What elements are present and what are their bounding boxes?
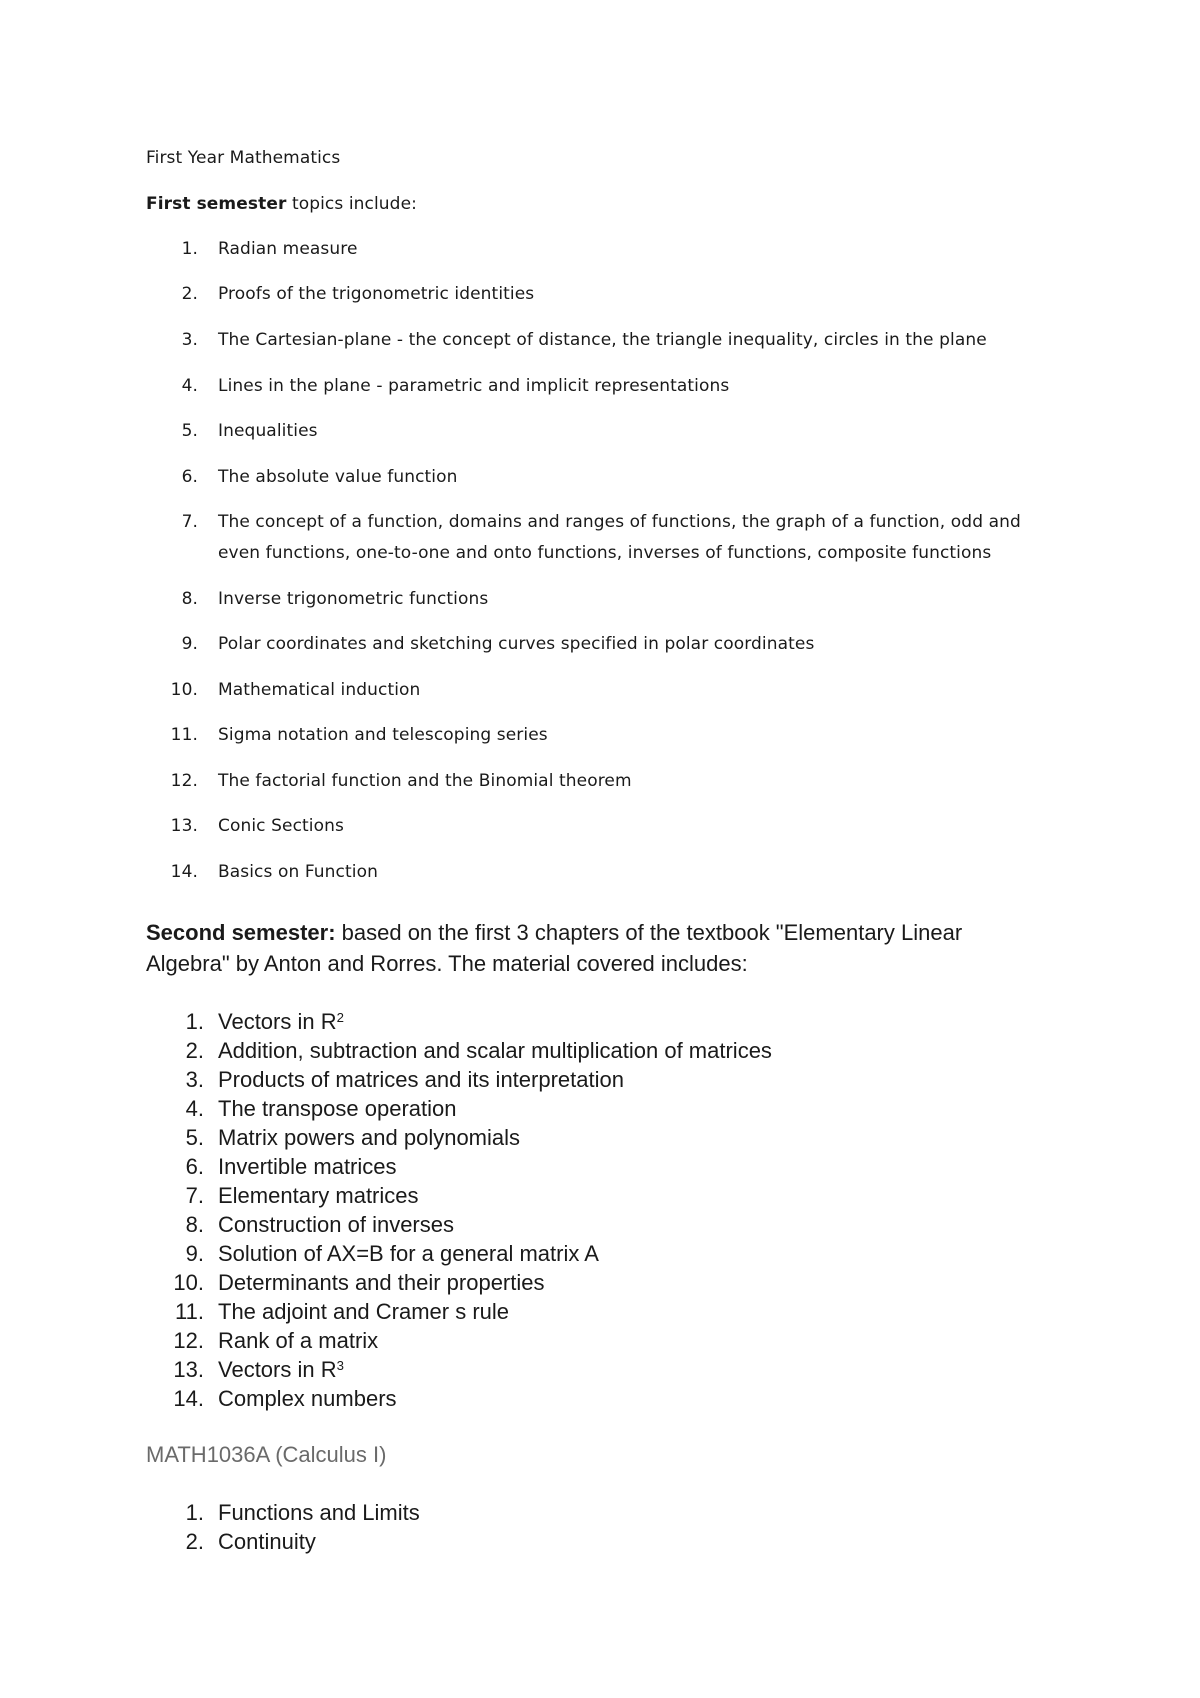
list-item-number: 2. <box>185 1038 204 1063</box>
second-semester-intro-line2: Algebra" by Anton and Rorres. The material covered includes: <box>146 951 748 976</box>
list-item-text: Radian measure <box>218 239 358 259</box>
list-item-number: 7. <box>181 512 198 532</box>
list-item-number: 5. <box>181 421 198 441</box>
list-item-text: Products of matrices and its interpretation <box>218 1067 624 1092</box>
list-item-text: The concept of a function, domains and ranges of functions, the graph of a function, odd and <box>218 512 1021 532</box>
list-item-text: Polar coordinates and sketching curves specified in polar coordinates <box>218 634 815 654</box>
list-item-text: Basics on Function <box>218 862 378 882</box>
list-item-text: Determinants and their properties <box>218 1270 545 1295</box>
list-item-number: 6. <box>185 1154 204 1179</box>
superscript: 2 <box>336 1009 344 1025</box>
list-item-number: 11. <box>175 1299 204 1324</box>
course-heading: MATH1036A (Calculus I) <box>146 1442 387 1467</box>
list-item-text: Invertible matrices <box>218 1154 397 1179</box>
list-item-text: Addition, subtraction and scalar multiplication of matrices <box>218 1038 772 1063</box>
list-item-number: 14. <box>173 1386 204 1411</box>
list-item-number: 5. <box>185 1125 204 1150</box>
list-item-text: Rank of a matrix <box>218 1328 379 1353</box>
list-item-text <box>218 1009 344 1035</box>
list-item-text-main: Vectors in R <box>218 1357 337 1382</box>
first-semester-intro-text: topics include: <box>286 194 417 214</box>
list-item-number: 3. <box>185 1067 204 1092</box>
list-item-text: Lines in the plane - parametric and implicit representations <box>218 376 730 396</box>
first-semester-intro <box>146 194 417 214</box>
list-item-text <box>218 1357 344 1383</box>
list-item-text: Inequalities <box>218 421 318 441</box>
second-semester-intro-text: based on the first 3 chapters of the textbook "Elementary Linear <box>335 920 963 945</box>
list-item-number: 12. <box>170 771 198 791</box>
list-item-number: 9. <box>181 634 198 654</box>
list-item-number: 6. <box>181 467 198 487</box>
list-item-number: 11. <box>170 725 198 745</box>
list-item-text: Construction of inverses <box>218 1212 454 1237</box>
first-semester-label: First semester <box>146 194 287 214</box>
list-item-text: Proofs of the trigonometric identities <box>218 284 535 304</box>
list-item-text: Solution of AX=B for a general matrix A <box>218 1241 599 1266</box>
second-semester-intro <box>146 920 962 946</box>
list-item-text-continued: even functions, one-to-one and onto functions, inverses of functions, composite functions <box>218 543 992 563</box>
list-item-text: The Cartesian-plane - the concept of distance, the triangle inequality, circles in the plane <box>218 330 987 350</box>
list-item-number: 4. <box>185 1096 204 1121</box>
list-item-number: 1. <box>185 1500 204 1525</box>
list-item-text: Sigma notation and telescoping series <box>218 725 548 745</box>
list-item-text: The transpose operation <box>218 1096 457 1121</box>
list-item-text: Conic Sections <box>218 816 344 836</box>
list-item-text: The absolute value function <box>218 467 458 487</box>
list-item-text: Matrix powers and polynomials <box>218 1125 521 1150</box>
document-title: First Year Mathematics <box>146 148 341 168</box>
list-item-text: The factorial function and the Binomial theorem <box>218 771 632 791</box>
list-item-number: 7. <box>185 1183 204 1208</box>
list-item-number: 9. <box>185 1241 204 1266</box>
list-item-number: 14. <box>170 862 198 882</box>
list-item-number: 2. <box>185 1529 204 1554</box>
list-item-text: Continuity <box>218 1529 316 1554</box>
list-item-text: Elementary matrices <box>218 1183 419 1208</box>
list-item-text: Mathematical induction <box>218 680 421 700</box>
list-item-number: 12. <box>173 1328 204 1353</box>
list-item-number: 4. <box>181 376 198 396</box>
list-item-number: 13. <box>170 816 198 836</box>
list-item-number: 1. <box>185 1009 204 1034</box>
list-item-number: 1. <box>181 239 198 259</box>
list-item-number: 3. <box>181 330 198 350</box>
list-item-text: Complex numbers <box>218 1386 397 1411</box>
second-semester-label: Second semester: <box>146 920 336 945</box>
list-item-text-main: Vectors in R <box>218 1009 337 1034</box>
list-item-text: Functions and Limits <box>218 1500 420 1525</box>
list-item-number: 10. <box>173 1270 204 1295</box>
superscript: 3 <box>336 1357 344 1373</box>
list-item-number: 2. <box>181 284 198 304</box>
list-item-number: 13. <box>173 1357 204 1382</box>
list-item-number: 10. <box>170 680 198 700</box>
list-item-text: Inverse trigonometric functions <box>218 589 489 609</box>
list-item-number: 8. <box>181 589 198 609</box>
list-item-text: The adjoint and Cramer s rule <box>218 1299 510 1324</box>
list-item-number: 8. <box>185 1212 204 1237</box>
